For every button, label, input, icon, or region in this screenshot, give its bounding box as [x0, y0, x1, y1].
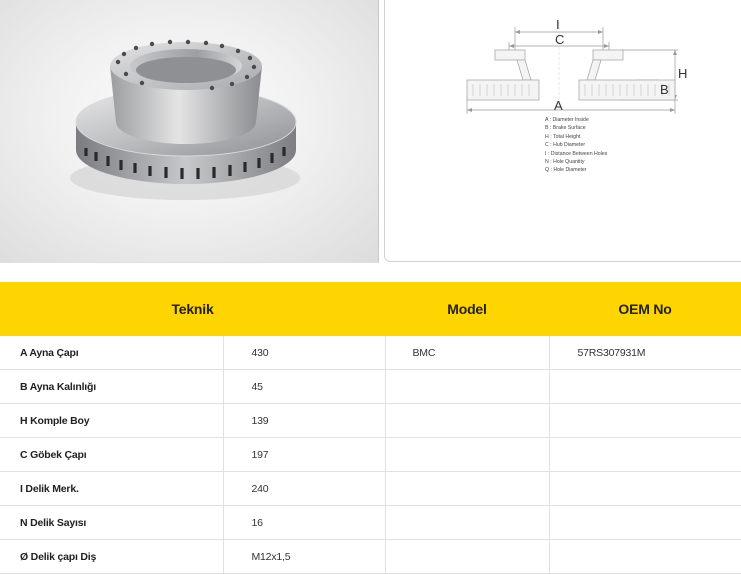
product-photo[interactable]: [0, 0, 379, 263]
legend-item: I : Distance Between Holes: [545, 150, 608, 157]
table-row: [0, 404, 741, 438]
header-model: Model: [385, 282, 549, 336]
dimension-diagram: [384, 0, 741, 262]
model-cell: [385, 506, 549, 540]
label-i: I: [556, 17, 560, 32]
product-header: [0, 0, 741, 282]
oem-cell: 57RS307931M: [549, 336, 741, 370]
legend-item: B : Brake Surface: [545, 125, 586, 132]
oem-cell: [549, 438, 741, 472]
spec-label: H Komple Boy: [0, 404, 223, 438]
spec-value: M12x1,5: [223, 540, 385, 574]
brake-disc-image: [0, 0, 378, 262]
label-b: B: [660, 82, 669, 97]
label-c: C: [555, 32, 565, 47]
label-a: A: [554, 98, 563, 113]
legend-item: Q : Hole Diameter: [545, 167, 587, 174]
spec-value: 430: [223, 336, 385, 370]
legend-item: N : Hole Quantity: [545, 159, 585, 166]
legend-item: C : Hub Diameter: [545, 142, 586, 149]
table-header-row: [0, 282, 741, 336]
table-row: [0, 472, 741, 506]
legend-item: H : Total Height: [545, 133, 581, 140]
model-cell: [385, 438, 549, 472]
spec-label: N Delik Sayısı: [0, 506, 223, 540]
model-cell: [385, 404, 549, 438]
table-row: [0, 438, 741, 472]
spec-label: C Göbek Çapı: [0, 438, 223, 472]
spec-label: A Ayna Çapı: [0, 336, 223, 370]
spec-label: B Ayna Kalınlığı: [0, 370, 223, 404]
spec-table: [0, 282, 741, 574]
diagram-legend: [545, 116, 607, 175]
header-oem: OEM No: [549, 282, 741, 336]
table-row: [0, 370, 741, 404]
model-cell: [385, 472, 549, 506]
table-row: [0, 540, 741, 574]
table-row: [0, 506, 741, 540]
spec-value: 240: [223, 472, 385, 506]
oem-cell: [549, 370, 741, 404]
spec-value: 16: [223, 506, 385, 540]
spec-label: Ø Delik çapı Diş: [0, 540, 223, 574]
header-teknik: Teknik: [0, 282, 385, 336]
model-cell: [385, 540, 549, 574]
oem-cell: [549, 540, 741, 574]
label-h: H: [678, 66, 688, 81]
spec-value: 197: [223, 438, 385, 472]
table-row: [0, 336, 741, 370]
spec-value: 45: [223, 370, 385, 404]
spec-value: 139: [223, 404, 385, 438]
oem-cell: [549, 506, 741, 540]
oem-cell: [549, 472, 741, 506]
oem-cell: [549, 404, 741, 438]
spec-label: I Delik Merk.: [0, 472, 223, 506]
model-cell: BMC: [385, 336, 549, 370]
model-cell: [385, 370, 549, 404]
legend-item: A : Diameter Inside: [545, 117, 589, 123]
